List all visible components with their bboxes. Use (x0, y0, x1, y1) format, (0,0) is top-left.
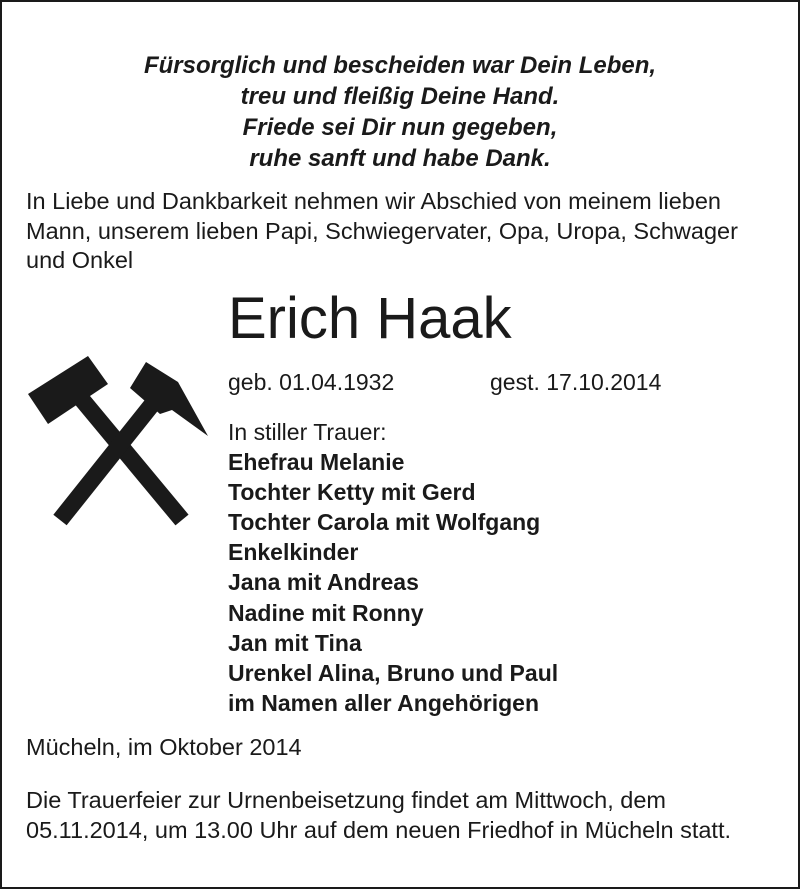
intro-line: In Liebe und Dankbarkeit nehmen wir Abschied von meinem lieben (26, 188, 721, 214)
mourner-entry: Jana mit Andreas (228, 569, 419, 596)
place-and-date: Mücheln, im Oktober 2014 (26, 734, 302, 760)
poem-line: Fürsorglich und bescheiden war Dein Leben, (143, 52, 657, 79)
poem-line: ruhe sanft und habe Dank. (249, 145, 551, 172)
mourner-entry: Urenkel Alina, Bruno und Paul (228, 659, 559, 686)
birth-date: geb. 01.04.1932 (228, 369, 395, 395)
notice-line: 05.11.2014, um 13.00 Uhr auf dem neuen Friedhof in Mücheln statt. (26, 817, 731, 843)
mourners-list (228, 417, 558, 718)
poem-line: treu und fleißig Deine Hand. (240, 83, 560, 110)
farewell-intro (26, 187, 776, 276)
intro-line: und Onkel (26, 247, 134, 273)
hammer-and-pick-icon (22, 352, 218, 530)
mourner-entry: Jan mit Tina (228, 629, 362, 656)
mourner-entry: Ehefrau Melanie (228, 449, 405, 476)
funeral-notice (26, 785, 786, 845)
mourner-entry: im Namen aller Angehörigen (228, 689, 539, 716)
death-date: gest. 17.10.2014 (490, 369, 662, 395)
memorial-poem (0, 50, 800, 174)
mourner-entry: Nadine mit Ronny (228, 599, 424, 626)
intro-line: Mann, unserem lieben Papi, Schwiegervater, Opa, Uropa, Schwager (26, 217, 738, 244)
mourner-entry: Tochter Ketty mit Gerd (228, 479, 476, 506)
deceased-name: Erich Haak (228, 286, 512, 351)
notice-line: Die Trauerfeier zur Urnenbeisetzung findet am Mittwoch, dem (26, 787, 667, 813)
poem-line: Friede sei Dir nun gegeben, (242, 114, 558, 141)
mourner-entry: Enkelkinder (228, 539, 359, 566)
mourner-entry: Tochter Carola mit Wolfgang (228, 509, 541, 536)
mourners-label: In stiller Trauer: (228, 419, 387, 445)
